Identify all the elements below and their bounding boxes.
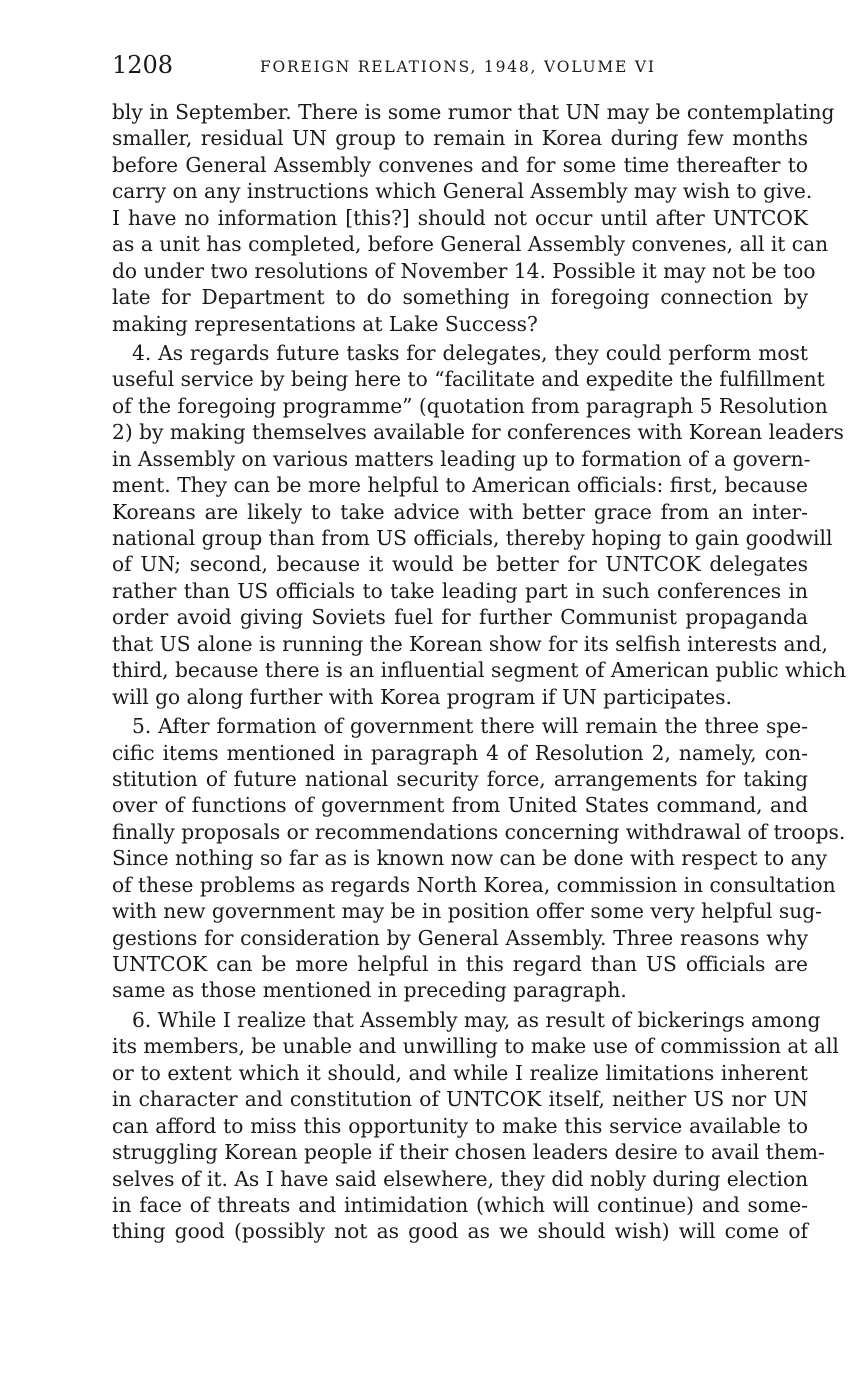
text-line: 5. After formation of government there will remain the three spe- [132, 714, 808, 739]
text-line: stitution of future national security force, arrangements for taking [112, 766, 808, 791]
text-line: in character and constitution of UNTCOK itself, neither US nor UN [112, 1087, 808, 1112]
page-header [112, 50, 812, 84]
text-line: same as those mentioned in preceding paragraph. [112, 978, 627, 1003]
text-line: selves of it. As I have said elsewhere, they did nobly during election [112, 1166, 809, 1191]
text-line: before General Assembly convenes and for some time thereafter to [112, 152, 808, 177]
text-line: making representations at Lake Success? [112, 311, 538, 336]
text-line: 2) by making themselves available for conferences with Korean leaders [112, 420, 844, 445]
text-line: third, because there is an influential segment of American public which [112, 658, 846, 683]
text-line: 4. As regards future tasks for delegates, they could perform most [132, 340, 808, 365]
text-line: struggling Korean people if their chosen leaders desire to avail them- [112, 1140, 825, 1165]
text-line: will go along further with Korea program if UN participates. [112, 684, 732, 709]
text-line: in Assembly on various matters leading up to formation of a govern- [112, 446, 811, 471]
text-line: order avoid giving Soviets fuel for further Communist propaganda [112, 605, 808, 630]
text-line: ment. They can be more helpful to American officials: first, because [112, 473, 808, 498]
paragraph [112, 1007, 839, 1245]
text-line: smaller, residual UN group to remain in Korea during few months [112, 126, 808, 151]
text-line: rather than US officials to take leading part in such conferences in [112, 578, 808, 603]
text-line: in face of threats and intimidation (which will continue) and some- [112, 1192, 808, 1217]
running-head: FOREIGN RELATIONS, 1948, VOLUME VI [260, 58, 656, 76]
text-line: UNTCOK can be more helpful in this regard than US officials are [112, 952, 808, 976]
text-line: late for Department to do something in foregoing connection by [112, 285, 808, 310]
text-line: national group than from US officials, thereby hoping to gain goodwill [112, 526, 833, 550]
text-line: 6. While I realize that Assembly may, as result of bickerings among [132, 1007, 821, 1032]
text-line: bly in September. There is some rumor that UN may be contemplating [112, 100, 835, 124]
text-line: carry on any instructions which General Assembly may wish to give. [112, 179, 813, 204]
text-line: or to extent which it should, and while I realize limitations inherent [112, 1060, 808, 1085]
text-line: finally proposals or recommendations concerning withdrawal of troops. [112, 819, 846, 844]
text-line: can afford to miss this opportunity to make this service available to [112, 1113, 808, 1138]
text-line: as a unit has completed, before General Assembly convenes, all it can [112, 232, 829, 257]
paragraph [112, 340, 846, 710]
text-line: of these problems as regards North Korea, commission in consultation [112, 872, 836, 897]
text-line: I have no information [this?] should not occur until after UNTCOK [112, 205, 808, 230]
text-line: of UN; second, because it would be better for UNTCOK delegates [112, 552, 808, 577]
text-line: Since nothing so far as is known now can be done with respect to any [112, 846, 828, 871]
text-line: thing good (possibly not as good as we should wish) will come of [112, 1219, 808, 1244]
text-line: cific items mentioned in paragraph 4 of Resolution 2, namely, con- [112, 740, 808, 765]
text-line: gestions for consideration by General Assembly. Three reasons why [112, 925, 808, 950]
text-line: its members, be unable and unwilling to make use of commission at all [112, 1034, 839, 1059]
text-line: of the foregoing programme” (quotation from paragraph 5 Resolution [112, 393, 828, 418]
paragraph [112, 713, 846, 1004]
page-number: 1208 [112, 51, 174, 79]
text-line: useful service by being here to “facilitate and expedite the fulfillment [112, 367, 825, 392]
text-line: with new government may be in position offer some very helpful sug- [112, 899, 822, 924]
text-line: Koreans are likely to take advice with better grace from an inter- [112, 499, 808, 524]
text-line: over of functions of government from United States command, and [112, 793, 808, 818]
text-line: do under two resolutions of November 14. Possible it may not be too [112, 258, 816, 283]
paragraph [112, 99, 835, 337]
body-text [112, 99, 846, 1245]
text-line: that US alone is running the Korean show for its selfish interests and, [112, 631, 828, 656]
